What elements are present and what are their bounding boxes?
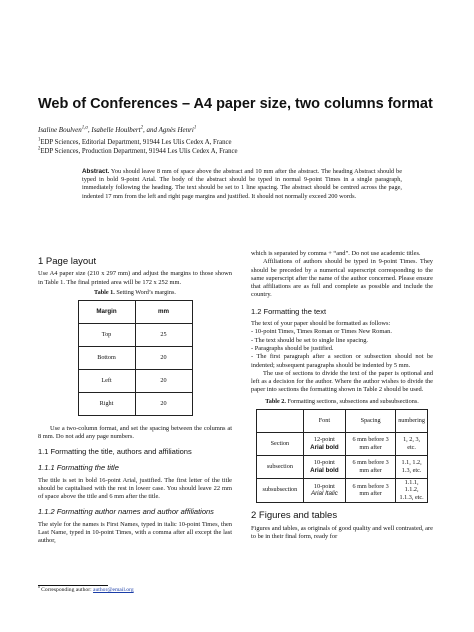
affiliation-text: EDP Sciences, Editorial Department, 91944 Les Ulis Cedex A, France — [40, 139, 232, 146]
subsection-heading: 1.2 Formatting the text — [251, 306, 327, 316]
left-column — [38, 258, 232, 546]
font-face: Arial bold — [310, 466, 339, 474]
table-cell: 1, 2, 3, etc. — [396, 432, 428, 455]
margins-table — [78, 300, 193, 416]
table-caption-label: Table 2. — [265, 397, 286, 405]
table-cell: 1.1.1, 1.1.2, 1.1.3, etc. — [396, 478, 428, 502]
paragraph: which is separated by comma + “and”. Do not use academic titles. — [251, 250, 421, 257]
table-cell — [303, 455, 345, 478]
table-cell: 20 — [135, 369, 192, 392]
subsubsection-heading: 1.1.1 Formatting the title — [38, 462, 119, 472]
paragraph: The text of your paper should be formatted as follows: — [251, 320, 391, 328]
font-size: 12-point — [313, 436, 335, 444]
font-size: 10-point — [313, 482, 335, 490]
table-caption-label: Table 1. — [94, 288, 115, 296]
table-row — [257, 432, 428, 455]
table-header-cell: numbering — [396, 409, 428, 432]
affiliation-superscript: 2 — [38, 146, 41, 152]
table-header-cell: Margin — [78, 300, 135, 323]
paper-title: Web of Conferences – A4 paper size, two columns format — [38, 96, 433, 112]
list-item: - The first paragraph after a section or subsection should not be indented; subsequent paragraphs should be indented by 5 mm. — [251, 353, 433, 369]
table-cell: 6 mm before 3 mm after — [346, 478, 396, 502]
author-superscript: 1 — [193, 125, 197, 131]
sections-table — [256, 409, 428, 503]
font-face: Arial bold — [310, 443, 339, 451]
abstract-label: Abstract. — [82, 168, 110, 175]
table-cell — [303, 432, 345, 455]
table-cell: 6 mm before 3 mm after — [346, 432, 396, 455]
author-name: Isaline Boulven — [38, 126, 82, 134]
table-cell: Section — [257, 432, 304, 455]
footnote-superscript: a — [38, 585, 40, 590]
author-name: Isabelle Houlbert — [91, 126, 141, 134]
font-face: Arial Italic — [310, 490, 338, 498]
table-cell: subsubsection — [257, 478, 304, 502]
author-list — [38, 126, 196, 134]
table-header-cell: Font — [303, 409, 345, 432]
list-item: - The text should be set to single line spacing. — [251, 336, 369, 344]
font-size: 10-point — [313, 459, 335, 467]
table-caption-text: Formatting sections, subsections and subsubsections. — [285, 397, 419, 405]
table-cell: 1.1, 1.2, 1.3, etc. — [396, 455, 428, 478]
affiliation-superscript: 1 — [38, 137, 41, 143]
table-cell: Left — [78, 369, 135, 392]
table-row — [78, 369, 192, 392]
paragraph: Figures and tables, as originals of good quality and well contrasted, are to be in their final form, ready for — [251, 524, 433, 541]
table-header-row — [257, 409, 428, 432]
table1-caption — [38, 289, 232, 297]
paragraph: Use A4 paper size (210 x 297 mm) and adjust the margins to those shown in Table 1. The final printed area will be 172 x 252 mm. — [38, 270, 232, 286]
author-separator: , and — [143, 126, 159, 134]
table-row — [78, 323, 192, 346]
table-header-row — [78, 300, 192, 323]
paragraph: Use a two-column format, and set the spacing between the columns at 8 mm. Do not add any page numbers. — [38, 424, 232, 441]
list-item: - Paragraphs should be justified. — [251, 344, 334, 352]
subsection-heading: 1.1 Formatting the title, authors and affiliations — [38, 447, 192, 457]
right-column — [251, 250, 433, 541]
author-superscript: 2 — [140, 125, 144, 131]
paragraph: The use of sections to divide the text of the paper is optional and left as a decision for the author. Where the author wishes to divide the paper into sections the formatting shown in Table 2 should be used. — [251, 369, 433, 394]
table-cell: 25 — [135, 323, 192, 346]
table-row — [78, 392, 192, 415]
table-cell: Bottom — [78, 346, 135, 369]
table-cell: 6 mm before 3 mm after — [346, 455, 396, 478]
paragraph: The title is set in bold 16-point Arial, justified. The first letter of the title should be capitalised with the rest in lower case. You should leave 22 mm of space above the title and 6 mm after the title. — [38, 476, 232, 501]
table-header-cell: Spacing — [346, 409, 396, 432]
author-name: Agnès Henri — [158, 126, 194, 134]
table-cell: Right — [78, 392, 135, 415]
abstract-body: You should leave 8 mm of space above the abstract and 10 mm after the abstract. The heading Abstract should be typed in bold 9-point Arial. The body of the abstract should be typed in normal 9-point Times in a single paragraph, immediately following the heading. The text should be set to 1 line spacing. The abstract should be centred across the page, indented 17 mm from the left and right page margins and justified. It should not normally exceed 200 words. — [82, 168, 402, 200]
affiliation-1 — [38, 139, 232, 146]
table2-caption — [251, 398, 433, 406]
table-cell: subsection — [257, 455, 304, 478]
affiliation-2 — [38, 148, 238, 155]
list-item: - 10-point Times, Times Roman or Times New Roman. — [251, 328, 392, 336]
author-email-link[interactable]: author@email.org — [93, 587, 134, 593]
table-cell: 20 — [135, 346, 192, 369]
table-row — [257, 478, 428, 502]
table-header-cell — [257, 409, 304, 432]
table-row — [78, 346, 192, 369]
paragraph: Affiliations of authors should be typed in 9-point Times. They should be preceded by a numerical superscript corresponding to the same superscript after the name of the author concerned. Please ensure that affiliations are as full and complete as possible and include the country. — [251, 258, 433, 299]
paragraph: The style for the names is First Names, typed in italic 10-point Times, then Last Name, typed in 10-point Times, with a comma after all except the last author, — [38, 520, 232, 545]
footnote-label: Corresponding author: — [39, 587, 94, 593]
author-superscript: 1,a — [81, 125, 88, 131]
footnote-rule — [38, 585, 108, 586]
table-caption-text: Setting Word’s margins. — [114, 288, 176, 296]
table-cell: 20 — [135, 392, 192, 415]
author-separator: , — [87, 126, 92, 134]
section-heading: 2 Figures and tables — [251, 509, 338, 521]
abstract — [82, 168, 402, 201]
table-row — [257, 455, 428, 478]
table-cell — [303, 478, 345, 502]
table-header-cell: mm — [135, 300, 192, 323]
table-cell: Top — [78, 323, 135, 346]
subsubsection-heading: 1.1.2 Formatting author names and author affiliations — [38, 506, 214, 516]
affiliation-text: EDP Sciences, Production Department, 91944 Les Ulis Cedex A, France — [40, 148, 238, 155]
footnote — [38, 587, 134, 593]
section-heading: 1 Page layout — [38, 256, 97, 267]
